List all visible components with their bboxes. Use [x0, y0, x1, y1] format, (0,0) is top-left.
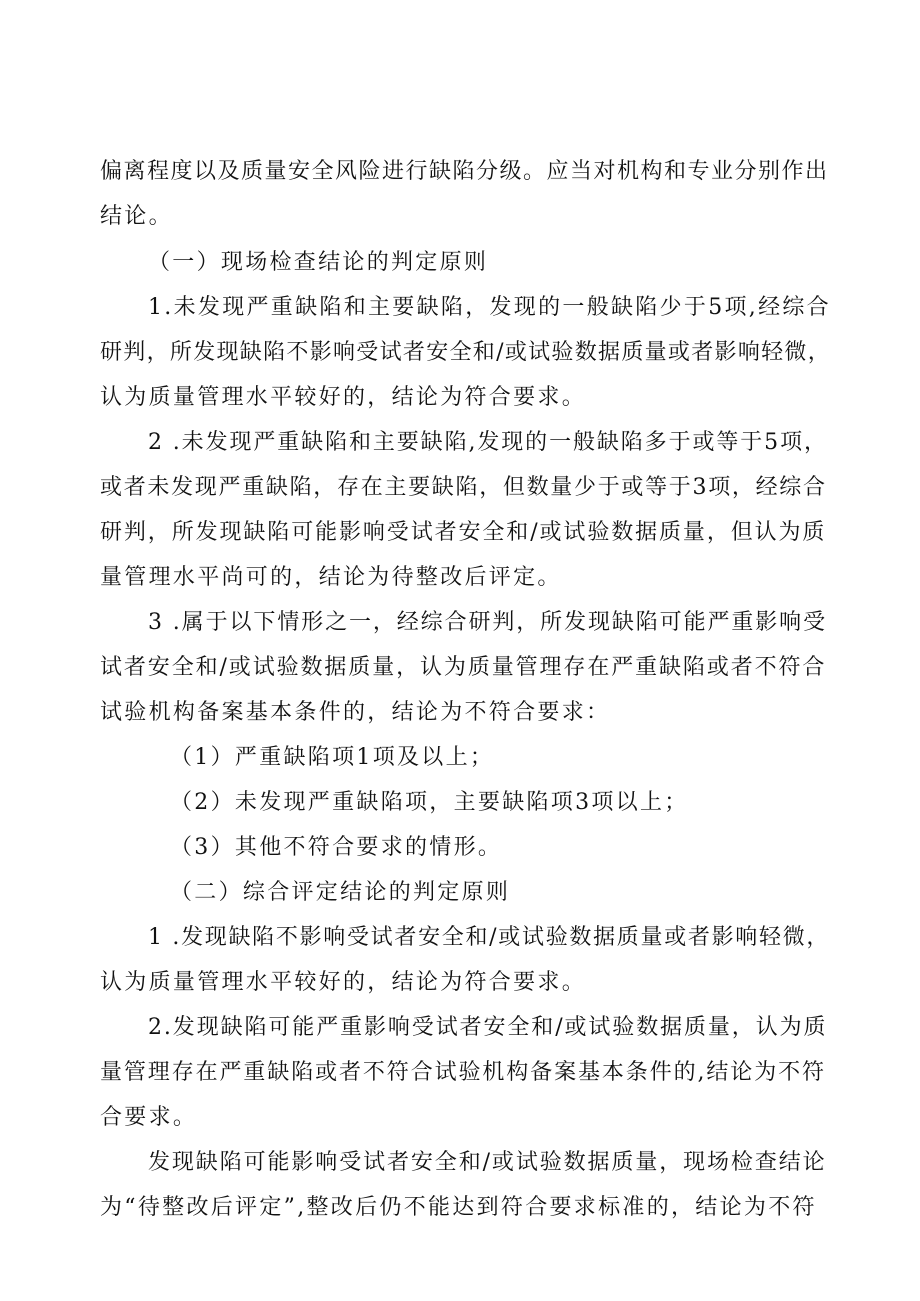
list-item: （1）严重缺陷项1项及以上；	[170, 745, 495, 770]
paragraph-line: 试者安全和/或试验数据质量，认为质量管理存在严重缺陷或者不符合	[100, 655, 827, 680]
paragraph-line: 量管理水平尚可的，结论为待整改后评定。	[100, 565, 562, 590]
paragraph-line: 结论。	[100, 204, 173, 229]
paragraph-line: 认为质量管理水平较好的，结论为符合要求。	[100, 385, 587, 410]
paragraph-line: 试验机构备案基本条件的，结论为不符合要求：	[100, 700, 611, 725]
paragraph-line: 认为质量管理水平较好的，结论为符合要求。	[100, 970, 587, 995]
section-heading: （二）综合评定结论的判定原则	[170, 880, 511, 905]
paragraph-line: 2 .未发现严重缺陷和主要缺陷,发现的一般缺陷多于或等于5项，	[148, 430, 828, 455]
list-item: （2）未发现严重缺陷项，主要缺陷项3项以上；	[170, 790, 689, 815]
paragraph-line: 研判，所发现缺陷不影响受试者安全和/或试验数据质量或者影响轻微，	[100, 340, 832, 365]
paragraph-line: 2.发现缺陷可能严重影响受试者安全和/或试验数据质量，认为质	[148, 1015, 828, 1040]
paragraph-line: 或者未发现严重缺陷，存在主要缺陷，但数量少于或等于3项，经综合	[100, 475, 827, 500]
paragraph-line: 为“待整改后评定”,整改后仍不能达到符合要求标准的，结论为不符	[100, 1195, 817, 1220]
paragraph-line: 1.未发现严重缺陷和主要缺陷，发现的一般缺陷少于5项,经综合	[148, 295, 831, 320]
paragraph-line: 偏离程度以及质量安全风险进行缺陷分级。应当对机构和专业分别作出	[100, 159, 829, 184]
section-heading: （一）现场检查结论的判定原则	[148, 250, 489, 275]
paragraph-line: 量管理存在严重缺陷或者不符合试验机构备案基本条件的,结论为不符	[100, 1060, 826, 1085]
paragraph-line: 发现缺陷可能影响受试者安全和/或试验数据质量，现场检查结论	[148, 1150, 827, 1175]
paragraph-line: 合要求。	[100, 1105, 198, 1130]
list-item: （3）其他不符合要求的情形。	[170, 835, 503, 860]
paragraph-line: 3 .属于以下情形之一，经综合研判，所发现缺陷可能严重影响受	[148, 610, 827, 635]
paragraph-line: 研判，所发现缺陷可能影响受试者安全和/或试验数据质量，但认为质	[100, 520, 827, 545]
paragraph-line: 1 .发现缺陷不影响受试者安全和/或试验数据质量或者影响轻微，	[148, 925, 831, 950]
